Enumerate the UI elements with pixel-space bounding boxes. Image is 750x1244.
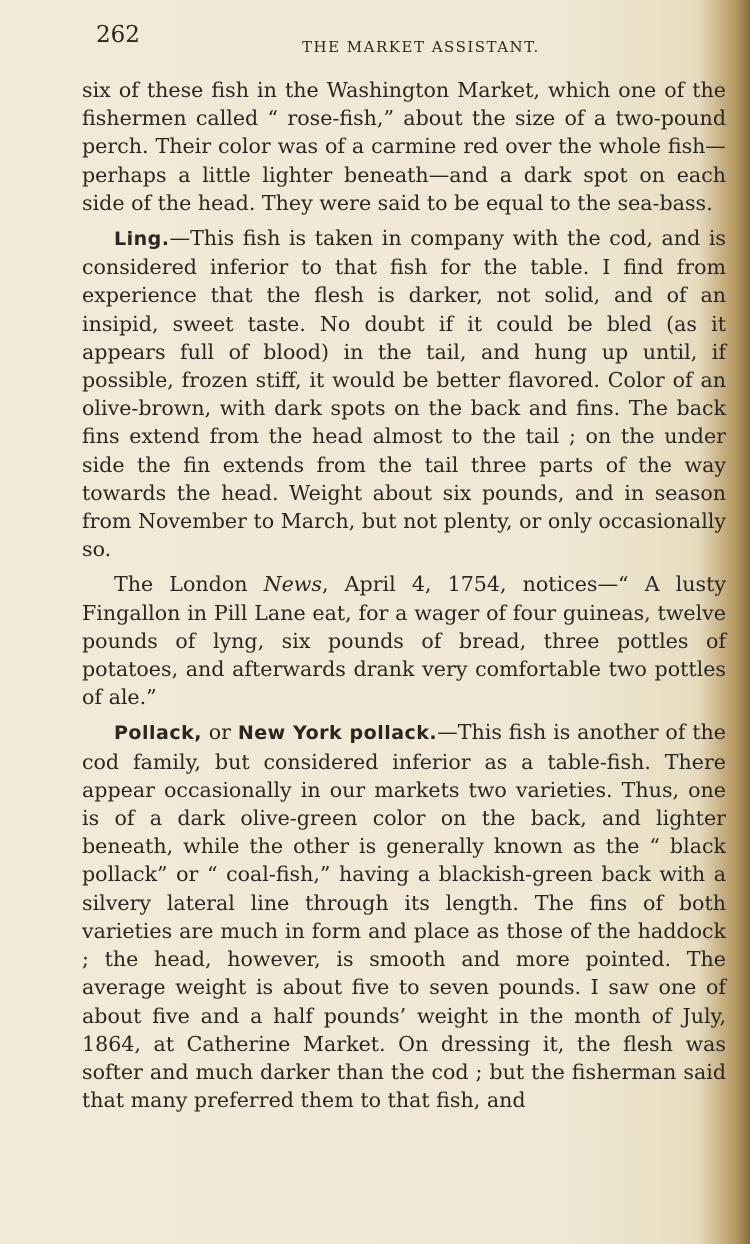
paragraph-text: six of these fish in the Washington Market, which one of the fishermen called “ rose-fish,” about the size of a two-pound perch. Their color was of a carmine red over the whole fish—perhaps a little lighter beneath—and a dark spot on each side of the head. They were said to be equal to the sea-bass. xyxy=(82,78,726,215)
paragraph-london-news xyxy=(82,570,726,711)
paragraph-ling xyxy=(82,224,726,563)
newspaper-title: News xyxy=(263,572,322,597)
body-text xyxy=(82,76,726,1114)
paragraph-pollack xyxy=(82,718,726,1114)
section-heading-ling: Ling. xyxy=(114,228,170,251)
page-header xyxy=(96,22,722,56)
paragraph-rosefish xyxy=(82,76,726,217)
page-number: 262 xyxy=(96,22,140,48)
section-heading-ny-pollack: New York pollack. xyxy=(237,722,438,745)
paragraph-text: —This fish is taken in company with the cod, and is considered inferior to that fish for the table. I find from experience that the flesh is darker, not solid, and of an insipid, sweet taste. No doubt if it could be bled (as it appears full of blood) in the tail, and hung up until, if possible, frozen stiff, it would be better flavored. Color of an olive-brown, with dark spots on the back and fins. The back fins extend from the head almost to the tail ; on the under side the fin extends from the tail three parts of the way towards the head. Weight about six pounds, and in season from November to March, but not plenty, or only occasionally so. xyxy=(82,226,726,562)
section-heading-pollack: Pollack, xyxy=(114,722,202,745)
paragraph-lead: The London xyxy=(114,572,264,597)
paragraph-text: —This fish is another of the cod family, but considered inferior as a table-fish. There appear occasionally in our markets two varieties. Thus, one is of a dark olive-green color on the back, and lighter beneath, while the other is generally known as the “ black pollack” or “ coal-fish,” having a blackish-green back with a silvery lateral line through its length. The fins of both varieties are much in form and place as those of the haddock ; the head, however, is smooth and more pointed. The average weight is about five to seven pounds. I saw one of about five and a half pounds’ weight in the month of July, 1864, at Catherine Market. On dressing it, the flesh was softer and much darker than the cod ; but the fisherman said that many preferred them to that fish, and xyxy=(82,720,726,1113)
heading-connector: or xyxy=(201,720,238,745)
paragraph-text: , April 4, 1754, notices—“ A lusty Fingallon in Pill Lane eat, for a wager of four guineas, twelve pounds of lyng, six pounds of bread, three pottles of potatoes, and afterwards drank very comfortable two pottles of ale.” xyxy=(82,572,726,710)
running-title: THE MARKET ASSISTANT. xyxy=(302,38,540,56)
